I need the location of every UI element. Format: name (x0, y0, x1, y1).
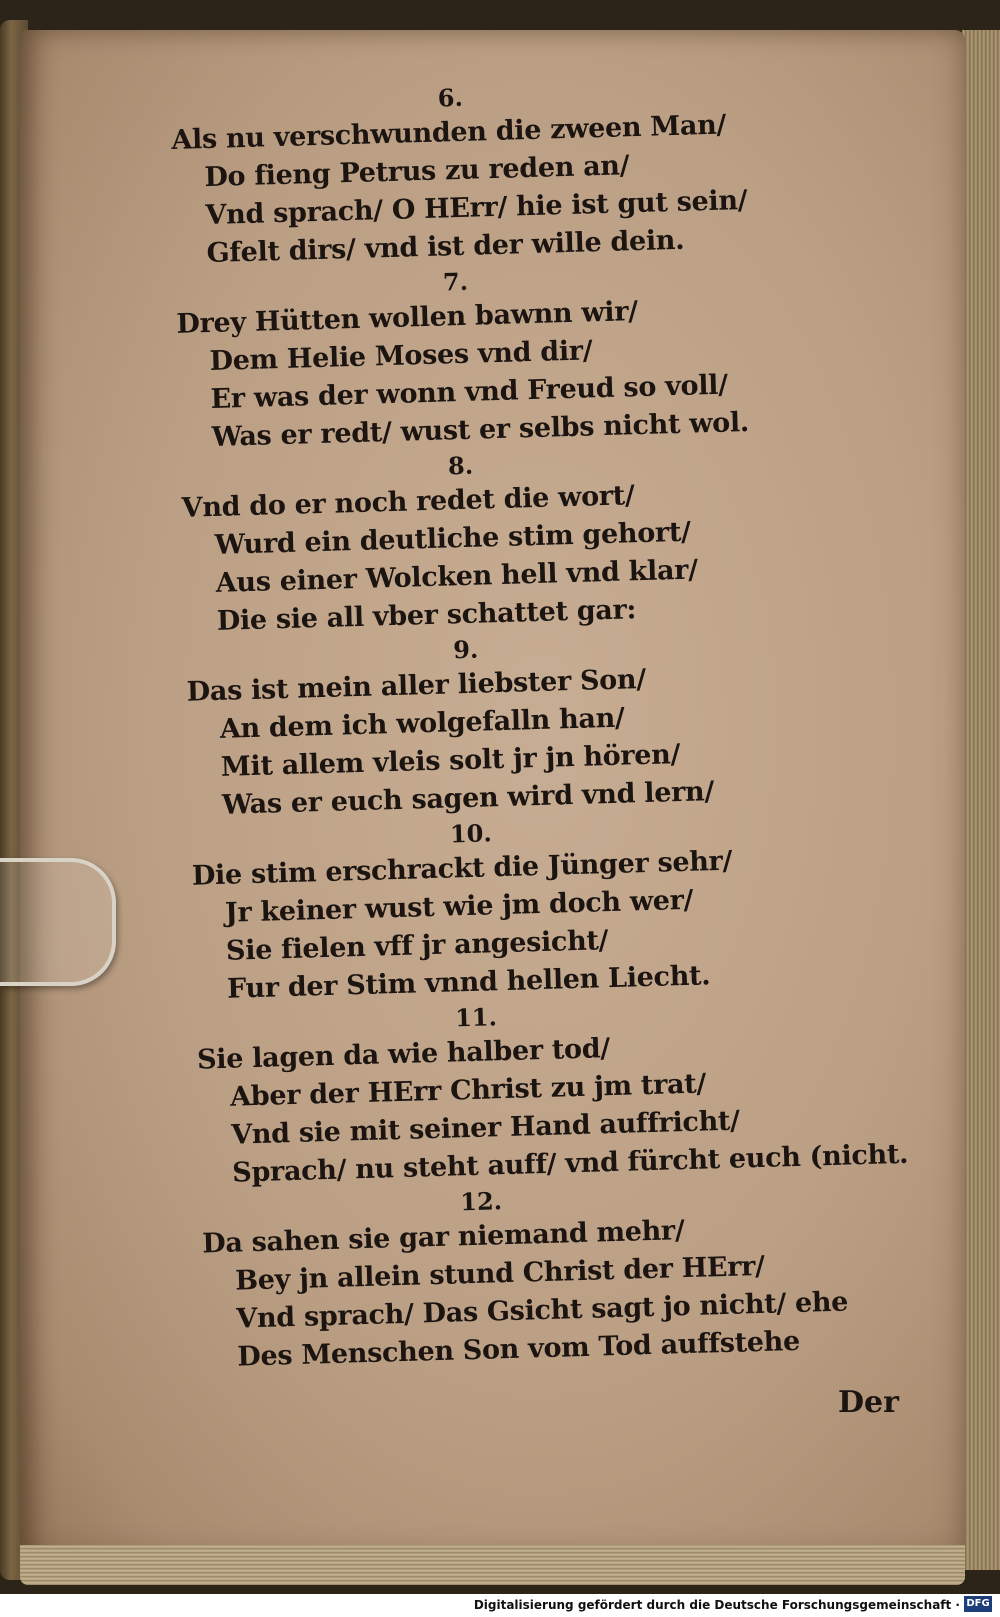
verse-line: Des Menschen Son vom Tod auffstehe (236, 1325, 801, 1373)
verse-line: Sie fielen vff jr angesicht/ (225, 925, 609, 967)
stanza (201, 1175, 856, 1377)
funding-credit: Digitalisierung gefördert durch die Deutsche Forschungsgemeinschaft · (473, 1598, 960, 1612)
stanza-number: 11. (454, 1002, 498, 1033)
verse-line: Vnd sprach/ Das Gsicht sagt jo nicht/ ehe (235, 1286, 849, 1335)
footer-bar (0, 1594, 1000, 1617)
verse-line: Wurd ein deutliche stim gehort/ (214, 516, 691, 561)
verse-line: Gfelt dirs/ vnd ist der wille dein. (206, 224, 685, 270)
verse-line: Er was der wonn vnd Freud so voll/ (210, 369, 729, 415)
hymn-text (170, 72, 909, 1378)
stanza (171, 104, 825, 274)
verse-line: Aus einer Wolcken hell vnd klar/ (215, 554, 699, 599)
stanza (180, 440, 835, 642)
stanza (191, 808, 846, 1010)
verse-line: Was er redt/ wust er selbs nicht wol. (211, 406, 750, 453)
verse-line: Da sahen sie gar niemand mehr/ (201, 1215, 685, 1260)
verse-line: Sprach/ nu steht auff/ vnd fürcht euch (nicht. (231, 1138, 909, 1189)
verse-line: Das ist mein aller liebster Son/ (186, 663, 647, 708)
stanza (175, 256, 830, 458)
stanza-number: 8. (447, 450, 474, 481)
stanza-number: 12. (459, 1186, 503, 1217)
stanza (185, 624, 840, 826)
page-stack-edge (962, 30, 1000, 1570)
verse-line: Dem Helie Moses vnd dir/ (209, 335, 593, 377)
verse-line: Bey jn allein stund Christ der HErr/ (234, 1250, 766, 1297)
book-clip (0, 858, 116, 986)
page-bottom-edge (20, 1545, 965, 1585)
verse-line: Die sie all vber schattet gar: (216, 594, 637, 637)
verse-line: Als nu verschwunden die zween Man/ (170, 109, 727, 156)
verse-line: Jr keiner wust wie jm doch wer/ (224, 884, 694, 929)
verse-line: An dem ich wolgefalln han/ (219, 702, 625, 745)
verse-line: Do fieng Petrus zu reden an/ (204, 150, 630, 194)
stanza-number: 9. (452, 634, 479, 665)
verse-line: Vnd do er noch redet die wort/ (181, 480, 635, 524)
stanza (196, 991, 909, 1193)
verse-line: Drey Hütten wollen bawnn wir/ (176, 296, 639, 340)
verse-line: Was er euch sagen wird vnd lern/ (221, 776, 715, 821)
page-number: 6. (437, 82, 464, 113)
verse-line: Fur der Stim vnnd hellen Liecht. (226, 960, 711, 1005)
dfg-logo: DFG (964, 1596, 992, 1612)
stanza-number: 7. (442, 266, 469, 297)
verse-line: Vnd sie mit seiner Hand auffricht/ (230, 1105, 741, 1151)
catchword: Der (838, 1385, 899, 1420)
verse-line: Aber der HErr Christ zu jm trat/ (229, 1068, 707, 1113)
verse-line: Die stim erschrackt die Jünger sehr/ (191, 845, 733, 892)
verse-line: Mit allem vleis solt jr jn hören/ (220, 739, 681, 783)
verse-line: Sie lagen da wie halber tod/ (196, 1033, 611, 1076)
stanza-number: 10. (449, 818, 493, 849)
verse-line: Vnd sprach/ O HErr/ hie ist gut sein/ (205, 184, 748, 232)
